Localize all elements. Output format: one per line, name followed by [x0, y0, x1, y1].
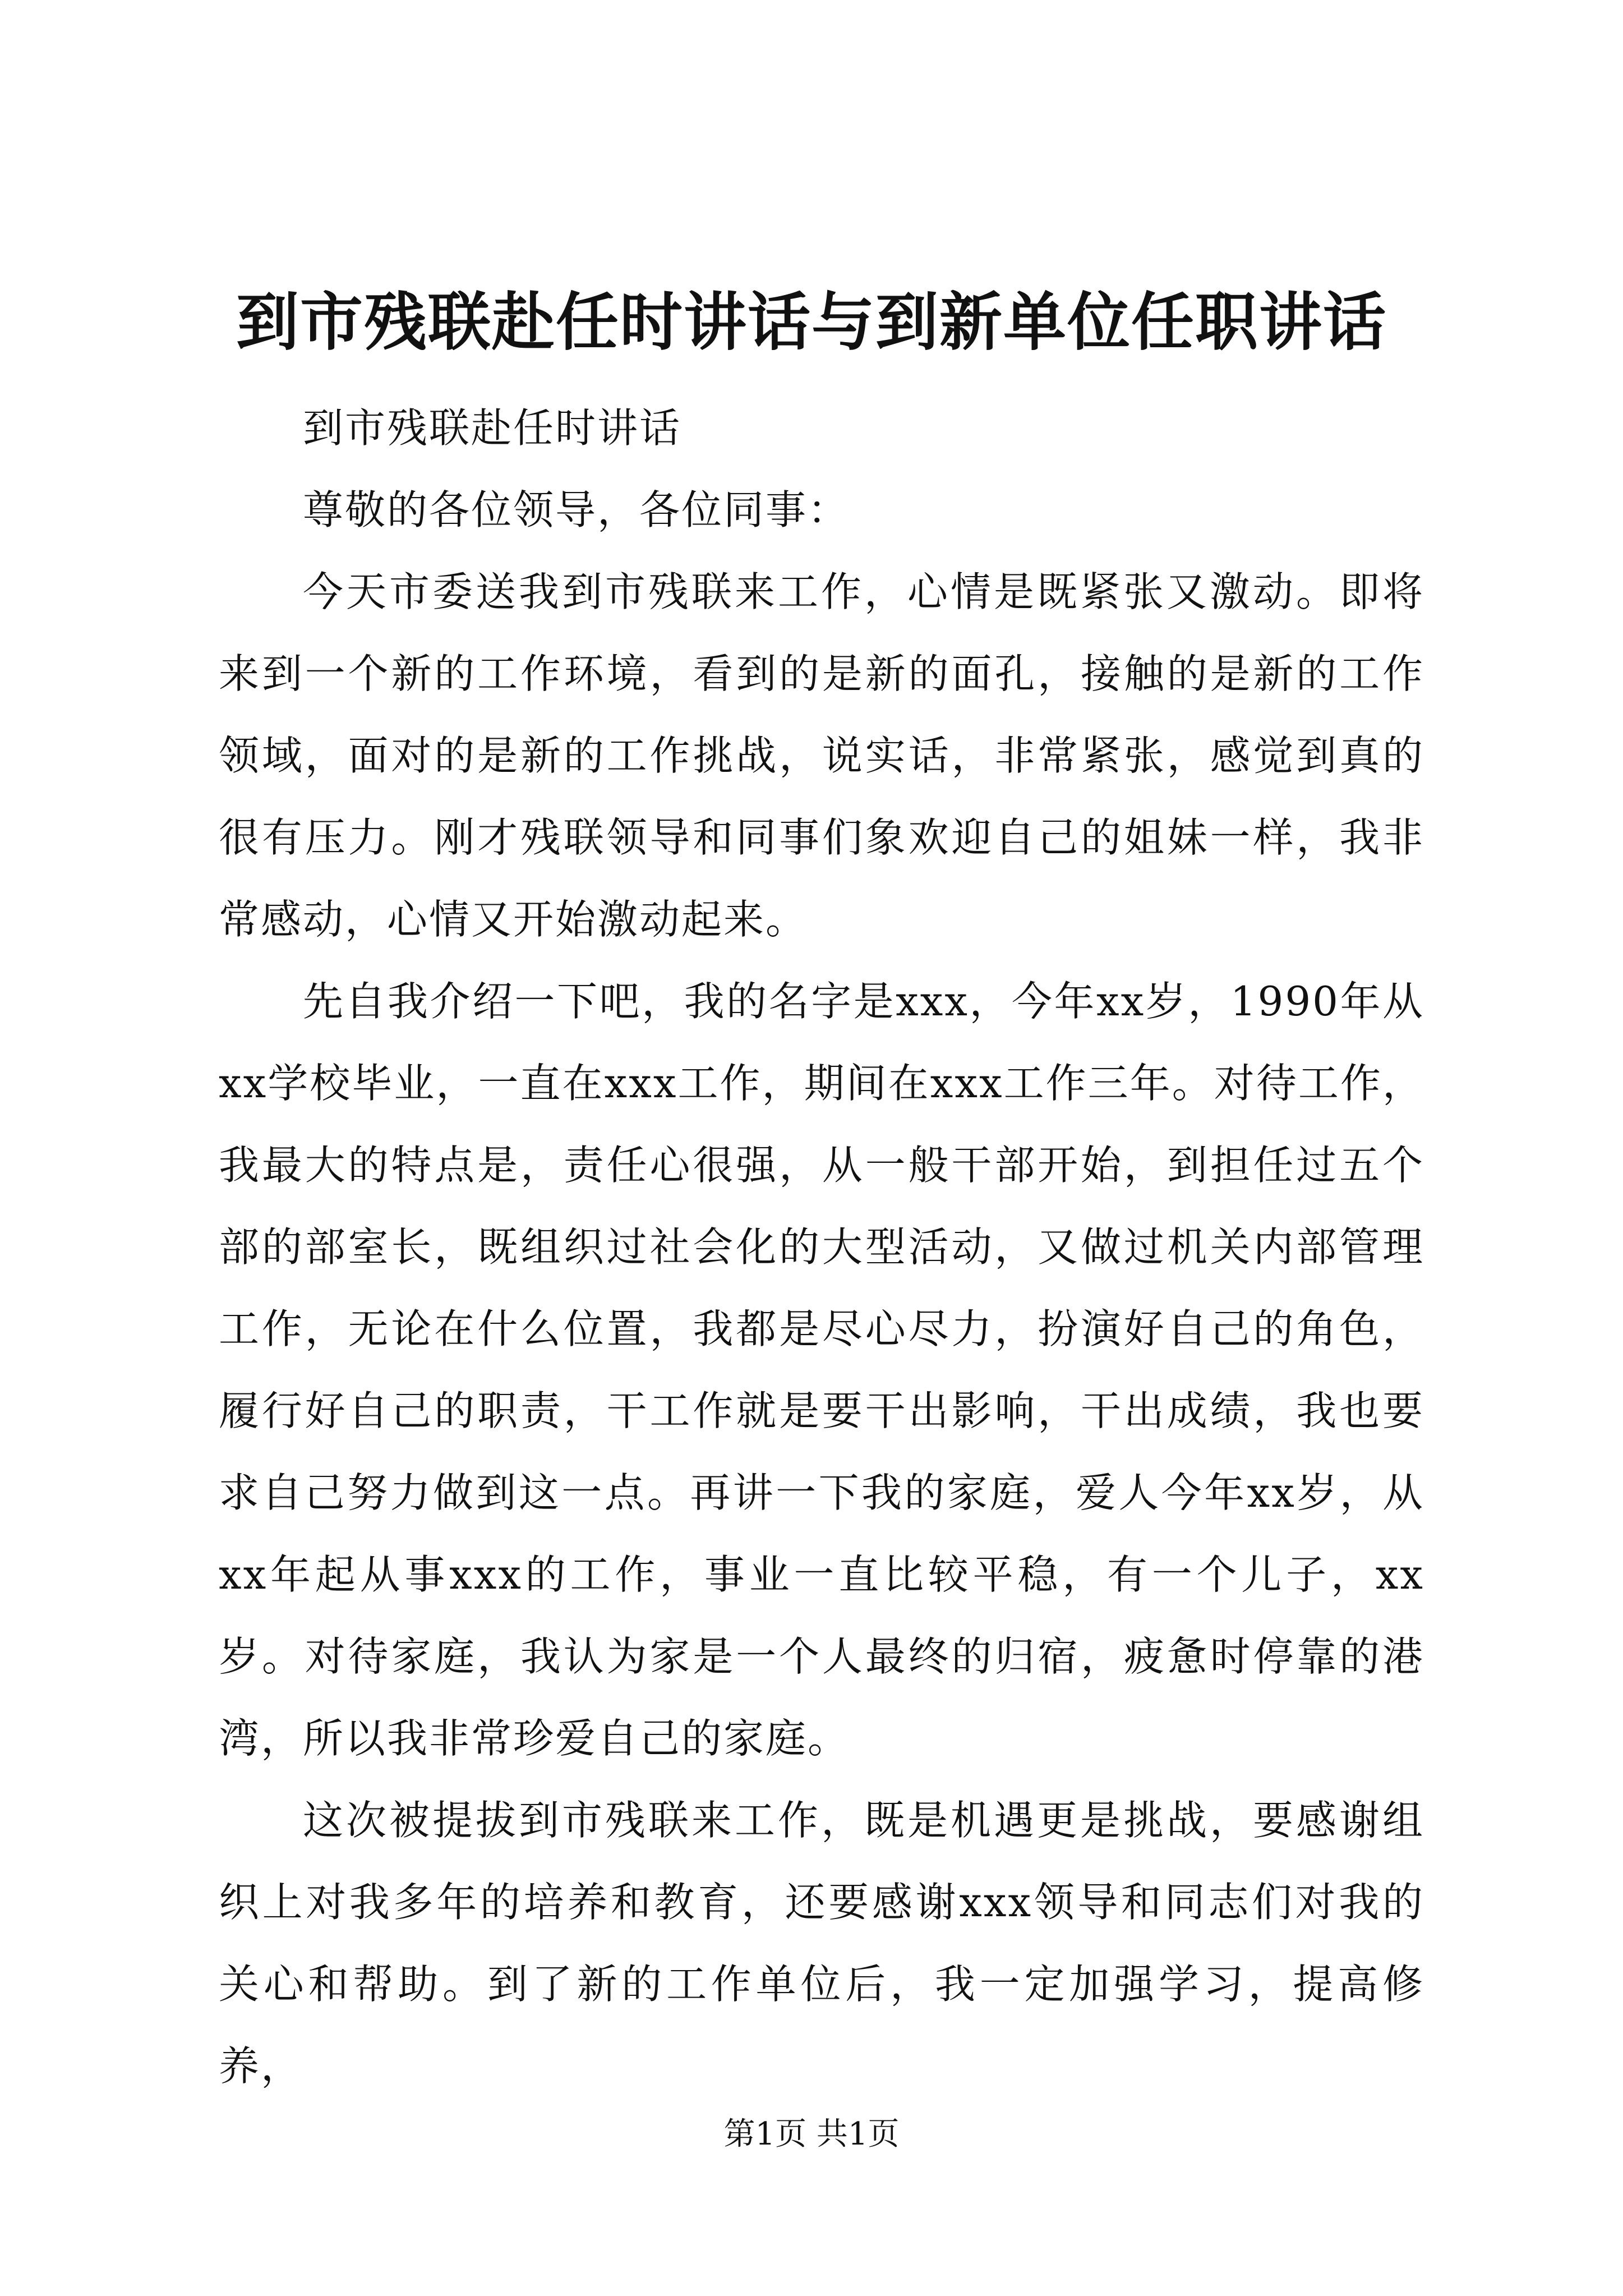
- section-heading: 到市残联赴任时讲话: [303, 404, 682, 452]
- salutation: 尊敬的各位领导，各位同事：: [303, 486, 850, 533]
- document-body: [219, 387, 1424, 2107]
- body-paragraph: 先自我介绍一下吧，我的名字是xxx，今年xx岁，1990年从xx学校毕业，一直在xxx工作，期间在xxx工作三年。对待工作，我最大的特点是，责任心很强，从一般干部开始，到担任过五个部的部室长，既组织过社会化的大型活动，又做过机关内部管理工作，无论在什么位置，我都是尽心尽力，扮演好自己的角色，履行好自己的职责，干工作就是要干出影响，干出成绩，我也要求自己努力做到这一点。再讲一下我的家庭，爱人今年xx岁，从xx年起从事xxx的工作，事业一直比较平稳，有一个儿子，xx岁。对待家庭，我认为家是一个人最终的归宿，疲惫时停靠的港湾，所以我非常珍爱自己的家庭。: [219, 978, 1424, 1762]
- body-paragraph: 这次被提拔到市残联来工作，既是机遇更是挑战，要感谢组织上对我多年的培养和教育，还要感谢xxx领导和同志们对我的关心和帮助。到了新的工作单位后，我一定加强学习，提高修养，: [219, 1797, 1424, 2090]
- page-footer: 第1页 共1页: [723, 2116, 900, 2152]
- body-paragraph: 今天市委送我到市残联来工作，心情是既紧张又激动。即将来到一个新的工作环境，看到的是新的面孔，接触的是新的工作领域，面对的是新的工作挑战，说实话，非常紧张，感觉到真的很有压力。刚才残联领导和同事们象欢迎自己的姐妹一样，我非常感动，心情又开始激动起来。: [219, 568, 1424, 943]
- document-title: 到市残联赴任时讲话与到新单位任职讲话: [236, 286, 1387, 359]
